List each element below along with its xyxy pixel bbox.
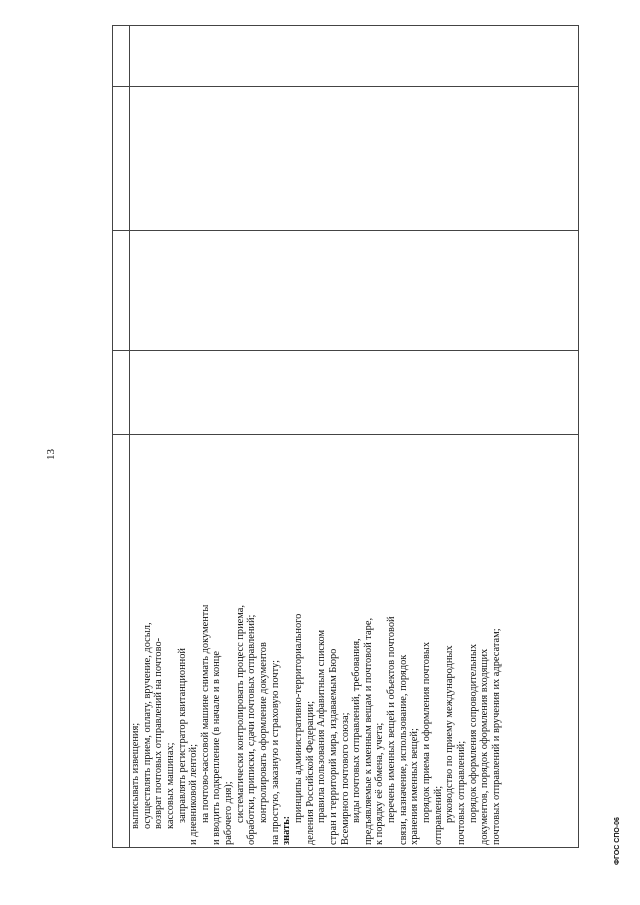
text-line: почтовых отправлений; (455, 740, 467, 845)
column-divider (113, 230, 578, 231)
text-line: Всемирного почтового союза; (339, 712, 351, 845)
text-line: знать: (281, 815, 293, 845)
column-divider (113, 434, 578, 435)
footer-label: ФГОС СПО-06 (614, 817, 621, 865)
text-line: рабочего дня); (223, 781, 235, 845)
text-line: на простую, заказную и страховую почту; (269, 660, 281, 845)
text-line: на почтово-кассовой машине снимать документы (199, 604, 211, 823)
text-line: систематически контролировать процесс приема, (234, 605, 246, 823)
text-line: кассовых машинах; (164, 742, 176, 829)
text-line: возврат почтовых отправлений на почтово- (153, 637, 165, 829)
text-line: к порядку её обмена, учета; (374, 722, 386, 845)
table-row-top (113, 26, 129, 847)
text-line: и вводить подкрепление (в начале и в конце (211, 651, 223, 845)
text-line: заправлять регистратор квитанционной (176, 648, 188, 823)
text-line: правила пользования Алфавитным списком (316, 629, 328, 823)
text-line: руководство по приему международных (444, 645, 456, 823)
text-line: порядок приема и оформления почтовых (421, 641, 433, 823)
text-line: выписывать извещения; (130, 722, 141, 829)
text-line: осуществлять прием, оплату, вручение, досыл, (141, 622, 153, 829)
column-divider (113, 350, 578, 351)
text-line: и дневниковой лентой; (188, 744, 200, 845)
text-line: отправлений; (432, 785, 444, 845)
text-line: предъявляемые к именным вещам и почтовой таре, (362, 617, 374, 845)
skills-knowledge-cell (130, 437, 503, 845)
text-line: обработки, приписки, сдачи почтовых отправлений; (246, 614, 258, 845)
text-line: виды почтовых отправлений, требования, (351, 638, 363, 823)
table-row (129, 26, 594, 847)
text-line: стран и территорий мира, издаваемым Бюро (327, 648, 339, 845)
text-line: деления Российской Федерации; (304, 701, 316, 845)
text-line: документов, порядок оформления входящих (479, 648, 491, 845)
text-line: почтовых отправлений и вручения их адресатам; (490, 628, 502, 845)
text-line: связи, назначение, использование, порядок (397, 654, 409, 845)
text-line: перечень именных вещей и объектов почтовой (386, 616, 398, 823)
text-line: принципы административно-территориального (292, 613, 304, 823)
page-number: 13 (45, 449, 57, 460)
text-line: хранения именных вещей; (409, 728, 421, 845)
text-line: порядок оформления сопроводительных (467, 643, 479, 823)
competency-table (112, 25, 579, 848)
text-line: контролировать оформление документов (258, 642, 270, 823)
column-divider (113, 86, 578, 87)
